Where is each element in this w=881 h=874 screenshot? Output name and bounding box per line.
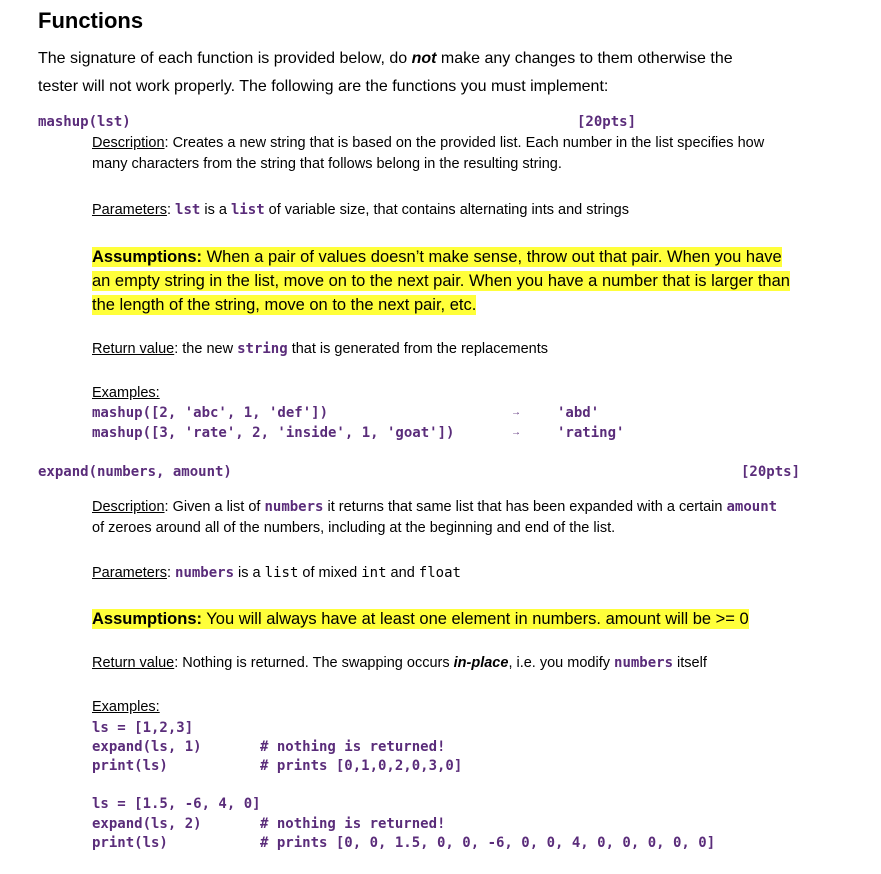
mashup-example-2-arrow: → (511, 427, 521, 438)
intro-text-1: The signature of each function is provided below, do (38, 50, 412, 67)
mashup-description-text: : Creates a new string that is based on the provided list. Each number in the list specifies how (164, 135, 765, 151)
expand-description-label: Description (92, 499, 165, 515)
mashup-points: [20pts] (577, 114, 637, 130)
expand-param-list-type: list (264, 565, 299, 581)
expand-description-text-1: : Given a list of (164, 499, 265, 515)
mashup-return-text-1: : the new (174, 341, 238, 357)
mashup-param-list-type: list (230, 202, 265, 218)
mashup-parameters-sep: : (166, 202, 176, 218)
mashup-assumptions-label: Assumptions: (92, 248, 203, 266)
expand-return-label: Return value (92, 655, 175, 671)
expand-return-text-3: itself (673, 655, 707, 671)
mashup-parameters-text-1: is a (200, 202, 231, 218)
intro-text-3: make any changes to them otherwise the (436, 50, 733, 67)
mashup-example-2-result: 'rating' (557, 425, 625, 441)
mashup-return-label: Return value (92, 341, 175, 357)
intro-not: not (411, 50, 437, 67)
mashup-description-line-2: many characters from the string that follows belong in the resulting string. (92, 156, 562, 172)
intro-line-2: tester will not work properly. The following are the functions you must implement: (38, 78, 609, 95)
mashup-assumptions-line-3: the length of the string, move on to the next pair, etc. (92, 296, 477, 314)
mashup-example-1-result: 'abd' (557, 405, 600, 421)
mashup-parameters-text-2: of variable size, that contains alternating ints and strings (264, 202, 629, 218)
expand-parameters-label: Parameters (92, 565, 167, 581)
expand-param-numbers: numbers (175, 565, 235, 581)
expand-points: [20pts] (741, 464, 801, 480)
expand-return-text-1: : Nothing is returned. The swapping occurs (174, 655, 454, 671)
expand-example-2-comment-2: # nothing is returned! (260, 816, 446, 832)
page-title: Functions (38, 8, 144, 33)
expand-example-1-line-2: expand(ls, 1) (92, 739, 202, 755)
mashup-description-line-1 (92, 135, 764, 151)
mashup-return-value (92, 341, 548, 357)
expand-example-2-comment-3: # prints [0, 0, 1.5, 0, 0, -6, 0, 0, 4, 0, 0, 0, 0, 0] (260, 835, 716, 851)
expand-parameters-text-1: is a (234, 565, 265, 581)
expand-assumptions-label: Assumptions: (92, 610, 203, 628)
expand-example-1-line-3: print(ls) (92, 758, 168, 774)
mashup-parameters (92, 202, 629, 218)
mashup-example-1-arrow: → (511, 407, 521, 418)
expand-example-2-line-3: print(ls) (92, 835, 168, 851)
expand-example-1-comment-2: # nothing is returned! (260, 739, 446, 755)
expand-param-int-type: int (361, 565, 387, 581)
expand-example-2-line-2: expand(ls, 2) (92, 816, 202, 832)
expand-param-float-type: float (418, 565, 461, 581)
mashup-assumptions-line-1: When a pair of values doesn’t make sense, throw out that pair. When you have (202, 248, 782, 266)
expand-parameters-text-3: and (386, 565, 419, 581)
expand-example-2-line-1: ls = [1.5, -6, 4, 0] (92, 796, 261, 812)
expand-example-1-comment-3: # prints [0,1,0,2,0,3,0] (260, 758, 463, 774)
expand-assumptions-text: You will always have at least one element in numbers. amount will be >= 0 (202, 610, 749, 628)
expand-desc-amount: amount (726, 499, 778, 515)
mashup-signature: mashup(lst) (38, 114, 131, 130)
expand-desc-numbers: numbers (264, 499, 324, 515)
mashup-examples-label: Examples: (92, 385, 160, 401)
expand-assumptions (92, 607, 749, 631)
expand-return-numbers: numbers (614, 655, 674, 671)
mashup-assumptions-line-2: an empty string in the list, move on to the next pair. When you have a number that is larger than (92, 272, 790, 290)
expand-return-inplace: in-place (453, 655, 509, 671)
mashup-return-text-2: that is generated from the replacements (287, 341, 549, 357)
expand-description-text-2: it returns that same list that has been expanded with a certain (323, 499, 727, 515)
expand-description-line-1 (92, 499, 777, 515)
expand-signature: expand(numbers, amount) (38, 464, 232, 480)
mashup-description-label: Description (92, 135, 165, 151)
mashup-assumptions (92, 245, 790, 317)
expand-return-text-2: , i.e. you modify (508, 655, 615, 671)
mashup-parameters-label: Parameters (92, 202, 167, 218)
expand-parameters-text-2: of mixed (298, 565, 362, 581)
expand-description-line-2: of zeroes around all of the numbers, including at the beginning and end of the list. (92, 520, 616, 536)
expand-examples-label: Examples: (92, 699, 160, 715)
intro-line-1 (38, 50, 733, 68)
expand-parameters (92, 565, 461, 581)
expand-return-value (92, 655, 707, 671)
expand-parameters-sep: : (166, 565, 176, 581)
mashup-example-1-call: mashup([2, 'abc', 1, 'def']) (92, 405, 329, 421)
mashup-example-2-call: mashup([3, 'rate', 2, 'inside', 1, 'goat']) (92, 425, 455, 441)
expand-example-1-line-1: ls = [1,2,3] (92, 720, 194, 736)
mashup-param-lst: lst (175, 202, 201, 218)
mashup-return-type: string (237, 341, 288, 357)
